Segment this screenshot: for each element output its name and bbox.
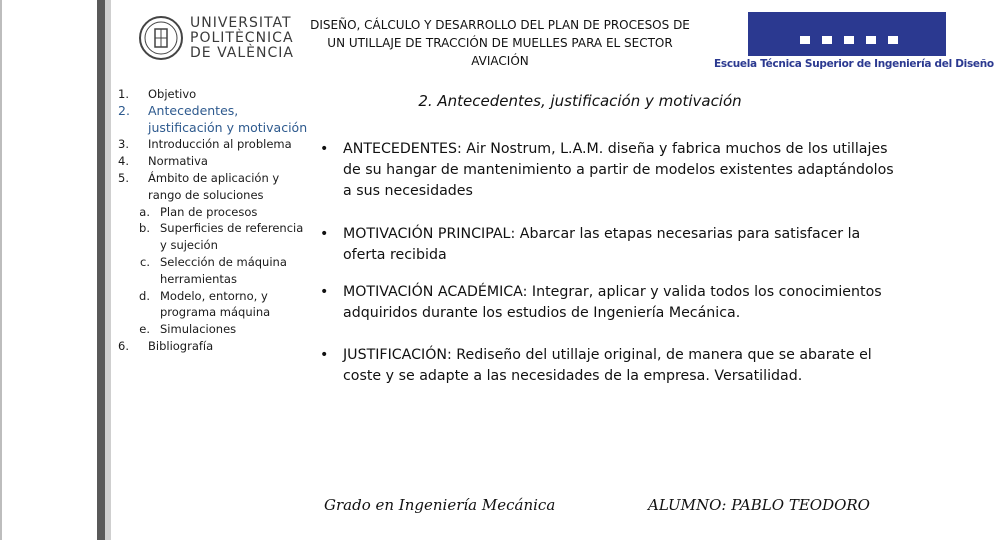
toc-number: 6. bbox=[118, 338, 129, 353]
toc-sub-label: Superficies de referencia y sujeción bbox=[160, 221, 304, 253]
toc-item-bibliografia[interactable] bbox=[118, 338, 308, 355]
toc-item-normativa[interactable] bbox=[118, 153, 308, 170]
toc-label: Introducción al problema bbox=[148, 137, 292, 152]
upv-line-3: DE VALÈNCIA bbox=[190, 45, 294, 61]
sidebar-divider-light bbox=[105, 0, 111, 540]
section-title: 2. Antecedentes, justificación y motivación bbox=[418, 92, 742, 110]
sidebar-divider-dark bbox=[97, 0, 105, 540]
title-line-2: UN UTILLAJE DE TRACCIÓN DE MUELLES PARA EL SECTOR bbox=[327, 36, 673, 50]
toc-sub-letter: c. bbox=[140, 254, 150, 269]
bullet-text: MOTIVACIÓN ACADÉMICA: Integrar, aplicar y valida todos los conocimientos adquiridos durante los estudios de Ingeniería Mecánica. bbox=[343, 284, 882, 321]
bullet-text: JUSTIFICACIÓN: Rediseño del utillaje original, de manera que se abarate el coste y se adapte a las necesidades de la empresa. Versatilidad. bbox=[343, 347, 872, 384]
bullet-motivacion-academica bbox=[320, 282, 900, 324]
toc-label: Ámbito de aplicación y rango de soluciones bbox=[148, 170, 280, 202]
bullet-text: ANTECEDENTES: Air Nostrum, L.A.M. diseña y fabrica muchos de los utillajes de su hangar de mantenimiento a partir de modelos existentes adaptándolos a sus necesidades bbox=[343, 141, 894, 199]
bullet-dot-icon: • bbox=[320, 226, 329, 242]
bullet-motivacion-principal bbox=[320, 224, 900, 266]
bullet-dot-icon: • bbox=[320, 141, 329, 157]
footer-degree: Grado en Ingeniería Mecánica bbox=[324, 496, 556, 514]
toc-item-introduccion[interactable] bbox=[118, 136, 308, 153]
bullet-dot-icon: • bbox=[320, 284, 329, 300]
etsid-logo bbox=[714, 10, 994, 72]
toc-item-ambito[interactable] bbox=[118, 170, 308, 204]
table-of-contents bbox=[118, 86, 308, 355]
etsid-name: Escuela Técnica Superior de Ingeniería del Diseño bbox=[714, 58, 994, 70]
upv-line-1: UNIVERSITAT bbox=[190, 15, 292, 31]
toc-subitem-modelo[interactable] bbox=[118, 288, 308, 322]
toc-item-antecedentes[interactable] bbox=[118, 103, 308, 137]
toc-number: 1. bbox=[118, 87, 129, 101]
toc-sub-label: Plan de procesos bbox=[160, 204, 258, 219]
left-edge-line bbox=[0, 0, 2, 540]
toc-subitem-superficies[interactable] bbox=[118, 220, 308, 254]
upv-logo bbox=[138, 15, 294, 63]
title-line-3: AVIACIÓN bbox=[471, 54, 529, 68]
toc-sub-label: Selección de máquina herramientas bbox=[160, 254, 287, 286]
bullet-dot-icon: • bbox=[320, 347, 329, 363]
upv-seal-icon bbox=[138, 15, 184, 61]
upv-name bbox=[190, 16, 294, 61]
presentation-title bbox=[298, 16, 702, 70]
upv-line-2: POLITÈCNICA bbox=[190, 30, 294, 46]
toc-label: Normativa bbox=[148, 154, 208, 169]
toc-sub-label: Simulaciones bbox=[160, 322, 237, 337]
toc-label: Antecedentes, justificación y motivación bbox=[148, 102, 308, 135]
toc-sub-letter: e. bbox=[139, 322, 150, 337]
toc-number: 4. bbox=[118, 154, 129, 169]
title-line-1: DISEÑO, CÁLCULO Y DESARROLLO DEL PLAN DE PROCESOS DE bbox=[310, 18, 690, 32]
toc-number: 2. bbox=[118, 102, 130, 118]
footer-student: ALUMNO: PABLO TEODORO bbox=[648, 496, 870, 514]
bullet-text: MOTIVACIÓN PRINCIPAL: Abarcar las etapas necesarias para satisfacer la oferta recibida bbox=[343, 226, 861, 263]
toc-subitem-simulaciones[interactable] bbox=[118, 321, 308, 338]
etsid-emblem-icon bbox=[748, 12, 946, 56]
toc-sub-label: Modelo, entorno, y programa máquina bbox=[160, 288, 271, 320]
toc-item-objetivo[interactable] bbox=[118, 86, 308, 103]
toc-number: 3. bbox=[118, 137, 129, 152]
toc-subitem-plan[interactable] bbox=[118, 204, 308, 221]
toc-subitem-seleccion[interactable] bbox=[118, 254, 308, 288]
toc-sub-letter: a. bbox=[139, 204, 150, 219]
toc-label: Bibliografía bbox=[148, 338, 214, 353]
toc-sub-letter: b. bbox=[139, 221, 150, 236]
bullet-antecedentes bbox=[320, 139, 900, 202]
toc-number: 5. bbox=[118, 170, 129, 185]
bullet-justificacion bbox=[320, 345, 900, 387]
toc-sub-letter: d. bbox=[139, 288, 150, 303]
toc-label: Objetivo bbox=[148, 87, 197, 101]
